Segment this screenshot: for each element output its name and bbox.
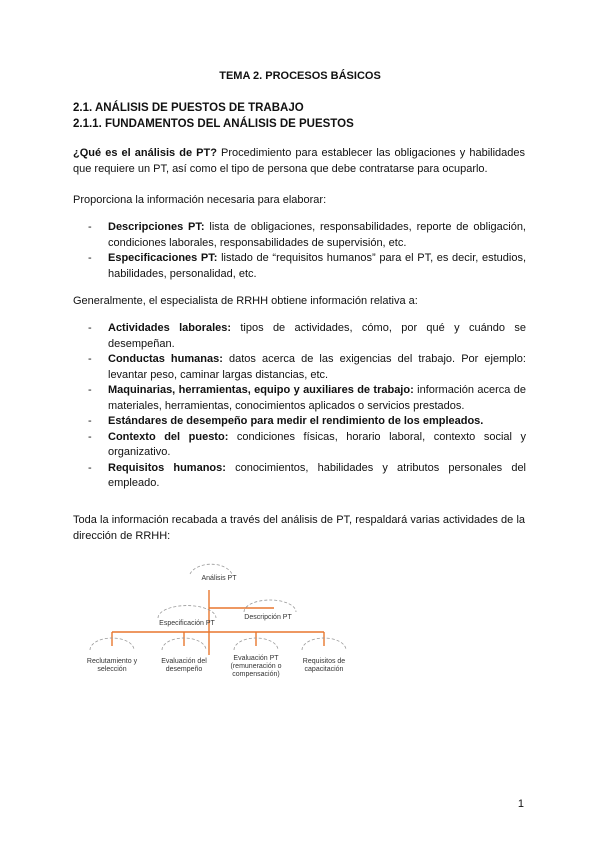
list-elaborate — [73, 220, 526, 282]
list-item: - Actividades laborales: tipos de actividades, cómo, por qué y cuándo se desempeñan. — [88, 322, 526, 350]
node-training-line: Requisitos de — [302, 658, 346, 665]
node-outline — [244, 600, 296, 612]
list-information — [73, 321, 526, 492]
heading-section: 2.1. ANÁLISIS DE PUESTOS DE TRABAJO — [73, 102, 304, 114]
diagram-connectors — [112, 590, 324, 655]
org-diagram — [0, 560, 600, 690]
node-recruitment-line: Reclutamiento y — [86, 658, 138, 665]
provides-paragraph: Proporciona la información necesaria para elaborar: — [73, 194, 327, 206]
page-title: TEMA 2. PROCESOS BÁSICOS — [219, 70, 381, 82]
list-item: - Especificaciones PT: listado de “requisitos humanos” para el PT, es decir, estudios, habilidades, personalidad, etc. — [88, 252, 527, 280]
node-specification: Especificación PT — [159, 620, 215, 627]
question-text: Procedimiento para establecer las obligaciones y habilidades que requiere un PT, así como el tipo de persona que debe contratarse para ocuparlo. — [73, 147, 525, 175]
list-item: - Conductas humanas: datos acerca de las exigencias del trabajo. Por ejemplo: levantar peso, caminar largas distancias, etc. — [88, 353, 526, 381]
page-number: 1 — [517, 798, 524, 810]
list-item: - Estándares de desempeño para medir el rendimiento de los empleados. — [88, 415, 484, 427]
list-item: - Maquinarias, herramientas, equipo y auxiliares de trabajo: información acerca de materiales, herramientas, conocimientos aplicados o servicios prestados. — [88, 384, 526, 412]
list-item: - Descripciones PT: lista de obligaciones, responsabilidades, reporte de obligación, condiciones laborales, responsabilidades de supervisión, etc. — [88, 221, 526, 249]
node-pt-evaluation-line: compensación) — [232, 671, 280, 678]
definition-paragraph — [73, 146, 525, 177]
list-item: - Requisitos humanos: conocimientos, habilidades y atributos personales del empleado. — [88, 461, 527, 489]
node-training-line: capacitación — [304, 666, 344, 673]
node-root: Análisis PT — [201, 575, 237, 582]
node-pt-evaluation-line: (remuneración o — [230, 663, 282, 670]
heading-subsection: 2.1.1. FUNDAMENTOS DEL ANÁLISIS DE PUESTOS — [73, 118, 354, 130]
node-outline — [158, 606, 216, 618]
generally-paragraph: Generalmente, el especialista de RRHH obtiene información relativa a: — [73, 295, 418, 307]
list-item: - Contexto del puesto: condiciones físicas, horario laboral, contexto social y organizativo. — [88, 430, 526, 458]
node-pt-evaluation-line: Evaluación PT — [233, 655, 279, 662]
node-description: Descripción PT — [244, 614, 292, 621]
node-outline — [190, 564, 232, 574]
node-evaluation-line: desempeño — [165, 666, 203, 673]
node-evaluation-line: Evaluación del — [161, 658, 207, 665]
question-label: ¿Qué es el análisis de PT? — [73, 147, 217, 159]
node-recruitment-line: selección — [97, 666, 127, 673]
closing-paragraph: Toda la información recabada a través del análisis de PT, respaldará varias actividades de la dirección de RRHH: — [73, 514, 525, 542]
